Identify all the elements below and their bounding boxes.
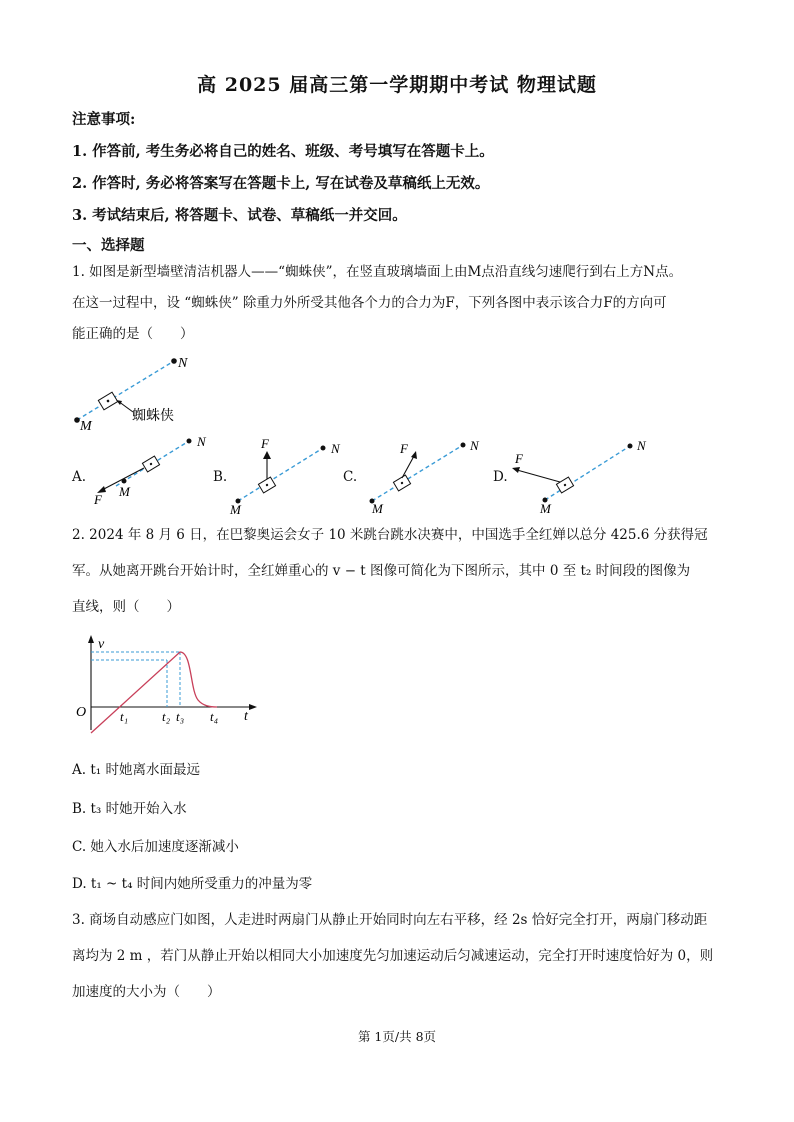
q1-option-a: A. (72, 469, 87, 485)
q1-option-d: D. (493, 469, 508, 485)
svg-text:N: N (470, 438, 479, 453)
svg-text:M: M (230, 502, 241, 517)
notice-heading: 注意事项: (72, 111, 136, 128)
x-axis-label: t (244, 709, 248, 724)
q2-option-d: D. t₁ ~ t₄ 时间内她所受重力的冲量为零 (72, 876, 313, 892)
q3-text-line: 加速度的大小为（ ） (72, 984, 221, 1000)
tick-t4: t₄ (210, 709, 219, 724)
svg-text:N: N (197, 434, 206, 449)
q3-text-line: 离均为 2 m ，若门从静止开始以相同大小加速度先匀加速运动后匀减速运动，完全打开时速度恰好为 0，则 (72, 948, 714, 964)
svg-text:F: F (94, 492, 102, 507)
tick-t2: t₂ (162, 709, 171, 724)
q2-option-b: B. t₃ 时她开始入水 (72, 801, 187, 817)
q1-option-c-figure (360, 432, 490, 516)
section-heading: 一、选择题 (72, 237, 145, 254)
point-n (171, 358, 177, 364)
notice-item: 2. 作答时, 务必将答案写在答题卡上, 写在试卷及草稿纸上无效。 (72, 175, 490, 192)
svg-text:F: F (515, 451, 523, 466)
label-n: N (178, 356, 188, 371)
q1-option-d-figure (505, 432, 655, 516)
origin-label: O (76, 705, 87, 720)
q1-main-figure (60, 348, 260, 438)
svg-text:N: N (637, 438, 646, 453)
point-m (74, 417, 80, 423)
y-axis-label: v (98, 637, 105, 652)
svg-text:F: F (261, 436, 269, 451)
q1-text-line: 1. 如图是新型墙壁清洁机器人——“蜘蛛侠”，在竖直玻璃墙面上由M点沿直线匀速爬行到右上方N点。 (72, 264, 683, 280)
q2-option-a: A. t₁ 时她离水面最远 (72, 762, 200, 778)
svg-text:M: M (372, 501, 383, 516)
label-m: M (80, 419, 92, 434)
q1-text-line: 能正确的是（ ） (72, 326, 194, 342)
q1-text-line: 在这一过程中，设 “蜘蛛侠” 除重力外所受其他各个力的合力为F，下列各图中表示该合力F的方向可 (72, 295, 667, 311)
robot-label: 蜘蛛侠 (132, 409, 174, 424)
tick-t3: t₃ (176, 709, 185, 724)
q1-option-a-figure (88, 432, 218, 507)
robot-icon (98, 392, 117, 410)
notice-item: 3. 考试结束后, 将答题卡、试卷、草稿纸一并交回。 (72, 207, 407, 224)
q1-option-c: C. (343, 469, 358, 485)
tick-t1: t₁ (120, 709, 129, 724)
page-title: 高 2025 届高三第一学期期中考试 物理试题 (197, 74, 597, 96)
vt-curve (91, 652, 217, 733)
svg-text:M: M (540, 501, 551, 516)
q3-text-line: 3. 商场自动感应门如图，人走进时两扇门从静止开始同时向左右平移，经 2s 恰好完全打开，两扇门移动距 (72, 912, 708, 928)
notice-item: 1. 作答前, 考生务必将自己的姓名、班级、考号填写在答题卡上。 (72, 143, 494, 160)
q1-option-b: B. (213, 469, 228, 485)
svg-text:M: M (119, 484, 130, 499)
q2-text-line: 直线，则（ ） (72, 599, 180, 615)
q1-option-b-figure (225, 432, 358, 517)
q2-option-c: C. 她入水后加速度逐渐减小 (72, 839, 239, 855)
q2-text-line: 2. 2024 年 8 月 6 日，在巴黎奥运会女子 10 米跳台跳水决赛中，中国选手全红婵以总分 425.6 分获得冠 (72, 527, 708, 543)
q2-text-line: 军。从她离开跳台开始计时，全红婵重心的 v − t 图像可简化为下图所示，其中 0 至 t₂ 时间段的图像为 (72, 563, 691, 579)
page-footer: 第 1页/共 8页 (357, 1029, 437, 1044)
svg-text:F: F (400, 441, 408, 456)
svg-text:N: N (331, 441, 340, 456)
q2-vt-graph (68, 630, 268, 740)
